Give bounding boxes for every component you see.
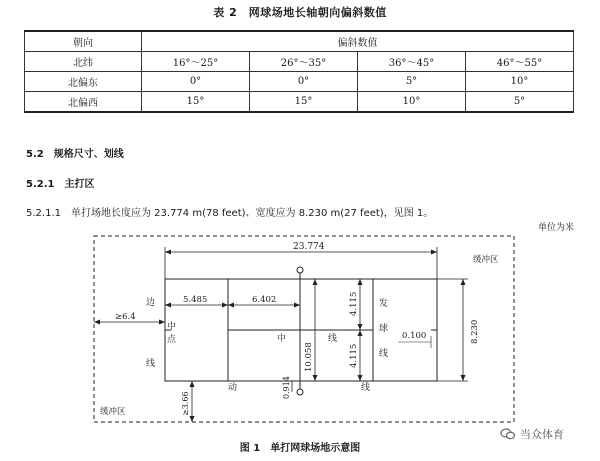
table-cell: 15° <box>142 92 250 113</box>
buffer-zone-outline <box>94 236 514 422</box>
line-char: 线 <box>361 383 371 393</box>
center-mark-char-1: 中 <box>167 322 177 332</box>
dim-0100-label: 0.100 <box>402 331 427 341</box>
watermark-text: 当众体育 <box>520 428 564 441</box>
table-cell: 10° <box>466 72 574 92</box>
table-row-label: 北偏西 <box>25 92 142 113</box>
section-heading-5-2: 5.2 规格尺寸、划线 <box>26 149 124 160</box>
dim-4115-bottom-label: 4.115 <box>349 343 359 368</box>
figure-caption: 图 1 单打网球场地示意图 <box>239 443 361 454</box>
net-post-bottom <box>297 389 303 395</box>
clear-left-label: ≥6.4 <box>115 312 136 322</box>
buffer-zone-label-bottom: 缓冲区 <box>100 407 126 417</box>
dim-0914-label: 0.914 <box>282 376 291 399</box>
center-mark-char-2: 点 <box>167 335 177 345</box>
dim-5485-label: 5.485 <box>183 295 208 305</box>
side-line-char-1: 边 <box>146 298 156 308</box>
length-label: 23.774 <box>293 242 325 252</box>
wechat-icon <box>500 426 516 442</box>
center-line-char-2: 线 <box>328 334 338 344</box>
table-row-label: 北偏东 <box>25 72 142 92</box>
table-header-orientation: 朝向 <box>25 31 142 52</box>
dim-4115-top-label: 4.115 <box>349 291 359 316</box>
serve-char-1: 发 <box>379 299 389 309</box>
table-cell: 15° <box>250 92 358 113</box>
table-cell: 5° <box>466 92 574 113</box>
serve-char-2: 球 <box>379 324 389 334</box>
section-heading-5-2-1: 5.2.1 主打区 <box>26 179 95 190</box>
center-line-char: 中 <box>277 334 287 344</box>
unit-note: 单位为米 <box>537 223 574 233</box>
table-cell: 5° <box>358 72 466 92</box>
moving-char: 动 <box>228 383 238 393</box>
paragraph-5-2-1-1: 5.2.1.1 单打场地长度应为 23.774 m(78 feet)、宽度应为 8.230 m(27 feet)，见图 1。 <box>26 208 434 219</box>
table-cell: 0° <box>250 72 358 92</box>
dim-6402-label: 6.402 <box>252 295 277 305</box>
table-cell: 0° <box>142 72 250 92</box>
table-cell: 16°～25° <box>142 52 250 72</box>
net-post-top <box>297 267 303 273</box>
buffer-zone-label-top: 缓冲区 <box>473 255 499 265</box>
width-label: 8.230 <box>470 319 480 344</box>
table-header-deviation: 偏斜数值 <box>142 31 574 52</box>
table-cell: 46°～55° <box>466 52 574 72</box>
clear-bottom-label: ≥3.66 <box>181 391 190 416</box>
table-cell: 10° <box>358 92 466 113</box>
serve-char-3: 线 <box>379 349 389 359</box>
table-cell: 26°～35° <box>250 52 358 72</box>
table-cell: 36°～45° <box>358 52 466 72</box>
dim-10058-label: 10.058 <box>304 342 314 372</box>
watermark <box>500 426 564 442</box>
table-row-label: 北纬 <box>25 52 142 72</box>
table-title: 表 2 网球场地长轴朝向偏斜数值 <box>213 6 387 19</box>
side-line-char-2: 线 <box>146 359 156 369</box>
